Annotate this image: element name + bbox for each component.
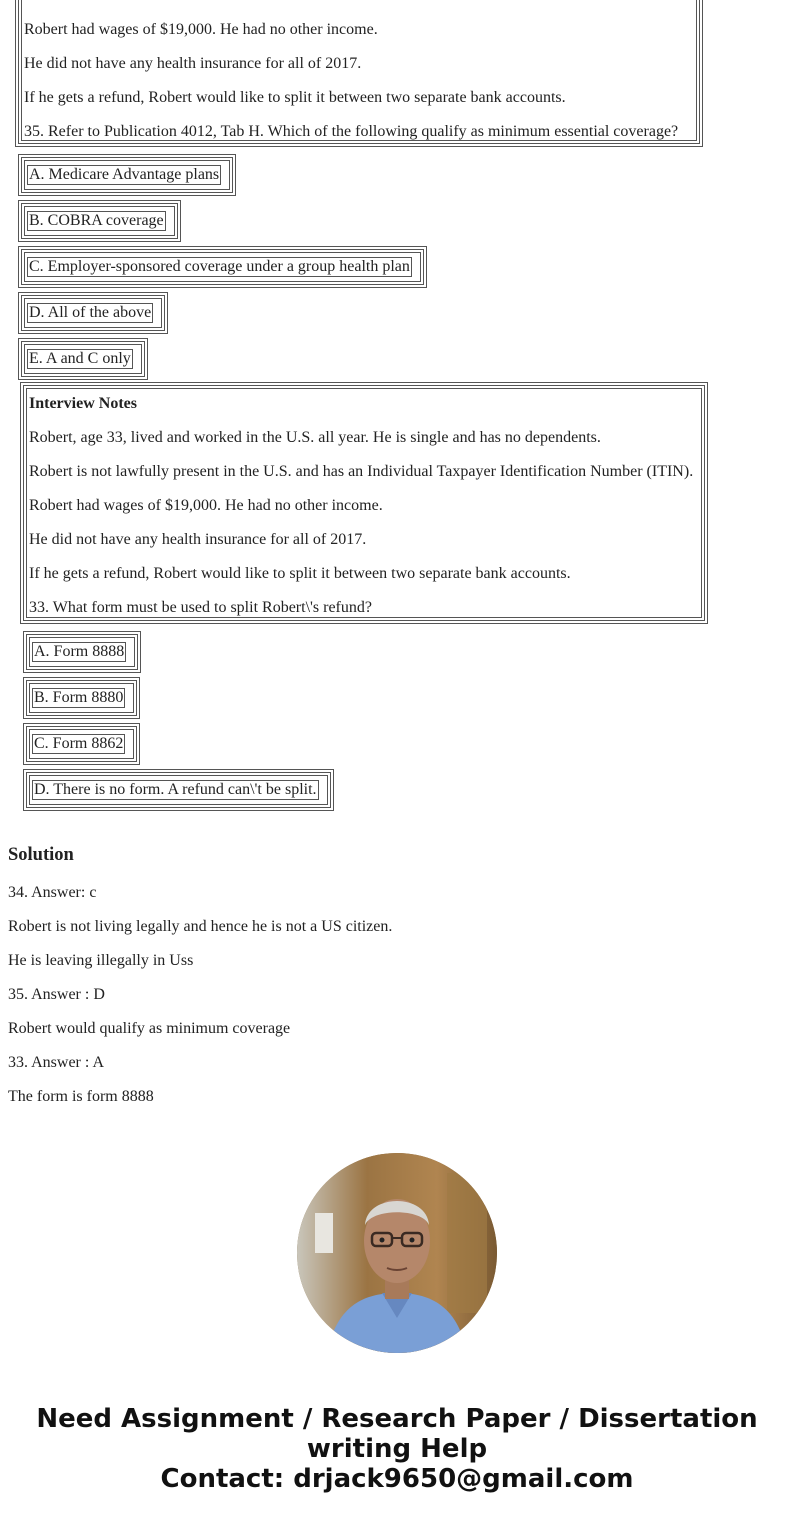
- solution-line: 33. Answer : A: [8, 1054, 104, 1071]
- option-c[interactable]: [18, 246, 427, 288]
- solution-line: Robert would qualify as minimum coverage: [8, 1020, 291, 1037]
- solution-line: Robert is not living legally and hence he is not a US citizen.: [8, 918, 393, 935]
- note-line: Robert, age 33, lived and worked in the U.S. all year. He is single and has no dependents.: [29, 429, 601, 446]
- option-b[interactable]: [23, 677, 140, 719]
- promo-banner: [0, 1404, 794, 1494]
- option-label: D. All of the above: [29, 304, 152, 321]
- option-d[interactable]: [18, 292, 168, 334]
- option-e[interactable]: [18, 338, 148, 380]
- question-box-35: [15, 0, 703, 147]
- promo-line: writing Help: [306, 1434, 488, 1464]
- option-label: E. A and C only: [29, 350, 131, 367]
- option-a[interactable]: [18, 154, 236, 196]
- option-label: B. Form 8880: [34, 689, 124, 706]
- solution-line: The form is form 8888: [8, 1088, 154, 1105]
- solution-line: He is leaving illegally in Uss: [8, 952, 194, 969]
- promo-line: Need Assignment / Research Paper / Dissertation: [36, 1404, 758, 1434]
- option-label: A. Medicare Advantage plans: [29, 166, 220, 183]
- solution-line: 34. Answer: c: [8, 884, 97, 901]
- option-label: D. There is no form. A refund can\'t be split.: [34, 781, 317, 798]
- note-line: Robert had wages of $19,000. He had no other income.: [29, 497, 383, 514]
- option-d[interactable]: [23, 769, 334, 811]
- note-line: Robert is not lawfully present in the U.S. and has an Individual Taxpayer Identification Number (ITIN).: [29, 463, 694, 480]
- note-line: He did not have any health insurance for all of 2017.: [24, 55, 362, 72]
- option-label: B. COBRA coverage: [29, 212, 164, 229]
- notes-heading: Interview Notes: [29, 395, 137, 412]
- promo-contact[interactable]: Contact: drjack9650@gmail.com: [160, 1464, 634, 1494]
- question-text: 33. What form must be used to split Robert\'s refund?: [29, 599, 372, 616]
- portrait-photo: [297, 1153, 497, 1353]
- option-a[interactable]: [23, 631, 141, 673]
- note-line: Robert had wages of $19,000. He had no other income.: [24, 21, 378, 38]
- question-text: 35. Refer to Publication 4012, Tab H. Which of the following qualify as minimum essential coverage?: [24, 123, 679, 140]
- solution-line: 35. Answer : D: [8, 986, 105, 1003]
- note-line: If he gets a refund, Robert would like to split it between two separate bank accounts.: [29, 565, 571, 582]
- solution-heading: Solution: [8, 845, 74, 865]
- option-c[interactable]: [23, 723, 140, 765]
- option-label: C. Form 8862: [34, 735, 124, 752]
- option-label: C. Employer-sponsored coverage under a group health plan: [29, 258, 410, 275]
- note-line: If he gets a refund, Robert would like to split it between two separate bank accounts.: [24, 89, 566, 106]
- note-line: He did not have any health insurance for all of 2017.: [29, 531, 367, 548]
- option-b[interactable]: [18, 200, 181, 242]
- option-label: A. Form 8888: [34, 643, 125, 660]
- author-avatar: [297, 1153, 497, 1353]
- question-box-33: [20, 382, 708, 624]
